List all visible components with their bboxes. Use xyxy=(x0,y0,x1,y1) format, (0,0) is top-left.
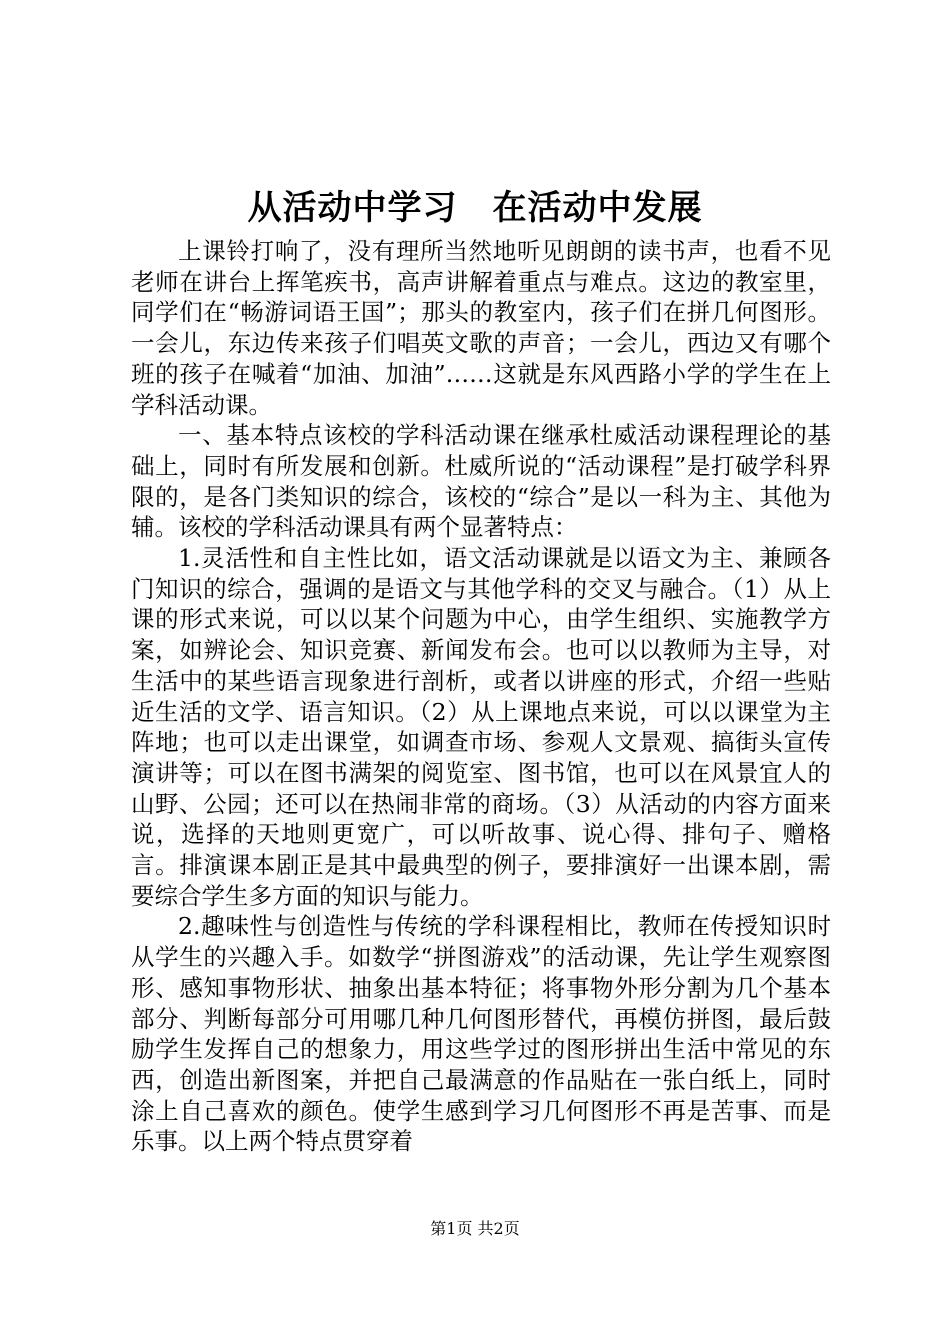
paragraph-interest: 2.趣味性与创造性与传统的学科课程相比，教师在传授知识时从学生的兴趣入手。如数学“拼图游戏”的活动课，先让学生观察图形、感知事物形状、抽象出基本特征；将事物外形分割为几个基本部分、判断每部分可用哪几种几何图形替代，再模仿拼图，最后鼓励学生发挥自己的想象力，用这些学过的图形拼出生活中常见的东西，创造出新图案，并把自己最满意的作品贴在一张白纸上，同时涂上自己喜欢的颜色。使学生感到学习几何图形不再是苦事、而是乐事。以上两个特点贯穿着 xyxy=(131,912,831,1156)
paragraph-basic-features: 一、基本特点该校的学科活动课在继承杜威活动课程理论的基础上，同时有所发展和创新。杜威所说的“活动课程”是打破学科界限的，是各门类知识的综合，该校的“综合”是以一科为主、其他为辅。该校的学科活动课具有两个显著特点： xyxy=(131,421,831,542)
document-body xyxy=(131,236,831,1157)
page-footer: 第1页 共2页 xyxy=(430,1219,520,1238)
paragraph-intro: 上课铃打响了，没有理所当然地听见朗朗的读书声，也看不见老师在讲台上挥笔疾书，高声讲解着重点与难点。这边的教室里，同学们在“畅游词语王国”；那头的教室内，孩子们在拼几何图形。一会儿，东边传来孩子们唱英文歌的声音；一会儿，西边又有哪个班的孩子在喊着“加油、加油”……这就是东风西路小学的学生在上学科活动课。 xyxy=(131,237,831,419)
paragraph-flexibility: 1.灵活性和自主性比如，语文活动课就是以语文为主、兼顾各门知识的综合，强调的是语文与其他学科的交叉与融合。（1）从上课的形式来说，可以以某个问题为中心，由学生组织、实施教学方案，如辨论会、知识竞赛、新闻发布会。也可以以教师为主导，对生活中的某些语言现象进行剖析，或者以讲座的形式，介绍一些贴近生活的文学、语言知识。（2）从上课地点来说，可以以课堂为主阵地；也可以走出课堂，如调查市场、参观人文景观、搞街头宣传演讲等；可以在图书满架的阅览室、图书馆，也可以在风景宜人的山野、公园；还可以在热闹非常的商场。（3）从活动的内容方面来说，选择的天地则更宽广，可以听故事、说心得、排句子、赠格言。排演课本剧正是其中最典型的例子，要排演好一出课本剧，需要综合学生多方面的知识与能力。 xyxy=(131,544,831,910)
document-title: 从活动中学习 在活动中发展 xyxy=(247,188,703,228)
